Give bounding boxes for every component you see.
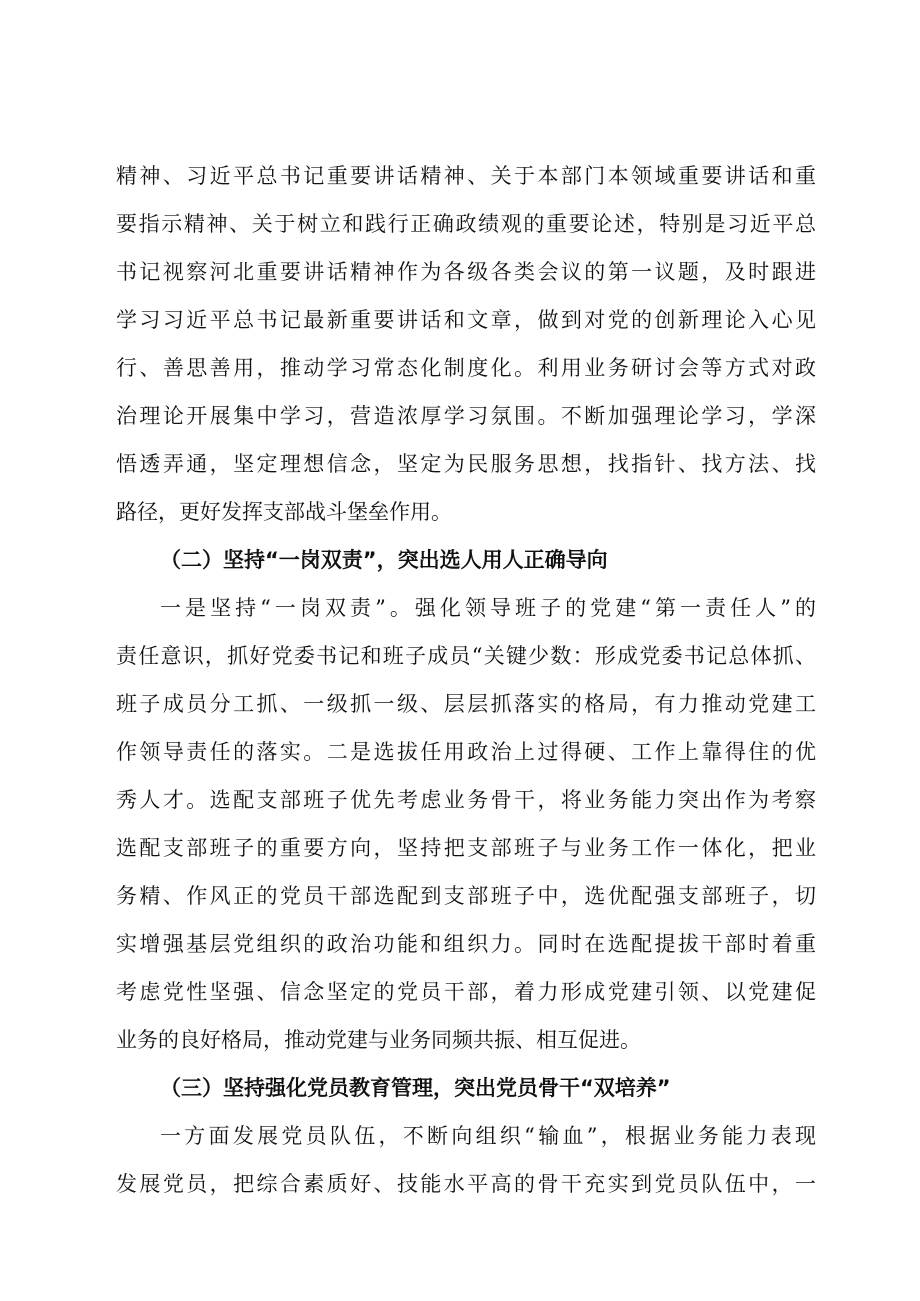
body-text-line: 书记视察河北重要讲话精神作为各级各类会议的第一议题，及时跟进 (116, 260, 816, 284)
body-text-line: 实增强基层党组织的政治功能和组织力。同时在选配提拔干部时着重 (116, 932, 816, 956)
section-heading-2: （二）坚持“一岗双责”，突出选人用人正确导向 (160, 548, 608, 572)
body-text-line: 班子成员分工抓、一级抓一级、层层抓落实的格局，有力推动党建工 (116, 692, 816, 716)
body-text-line: 要指示精神、关于树立和践行正确政绩观的重要论述，特别是习近平总 (116, 212, 816, 236)
body-text-line: 一是坚持“一岗双责”。强化领导班子的党建“第一责任人”的 (160, 596, 816, 620)
body-text-line: 选配支部班子的重要方向，坚持把支部班子与业务工作一体化，把业 (116, 836, 816, 860)
body-text-line: 学习习近平总书记最新重要讲话和文章，做到对党的创新理论入心见 (116, 308, 816, 332)
body-text-line: 考虑党性坚强、信念坚定的党员干部，着力形成党建引领、以党建促 (116, 980, 816, 1004)
body-text-line: 作领导责任的落实。二是选拔任用政治上过得硬、工作上靠得住的优 (116, 740, 816, 764)
section-heading-3: （三）坚持强化党员教育管理，突出党员骨干“双培养” (160, 1076, 671, 1100)
body-text-line: 治理论开展集中学习，营造浓厚学习氛围。不断加强理论学习，学深 (116, 404, 816, 428)
body-text-line: 路径，更好发挥支部战斗堡垒作用。 (116, 500, 452, 524)
body-text-line: 务精、作风正的党员干部选配到支部班子中，选优配强支部班子，切 (116, 884, 816, 908)
body-text-line: 行、善思善用，推动学习常态化制度化。利用业务研讨会等方式对政 (116, 356, 816, 380)
body-text-line: 业务的良好格局，推动党建与业务同频共振、相互促进。 (116, 1028, 641, 1052)
body-text-line: 秀人才。选配支部班子优先考虑业务骨干，将业务能力突出作为考察 (116, 788, 816, 812)
body-text-line: 悟透弄通，坚定理想信念，坚定为民服务思想，找指针、找方法、找 (116, 452, 816, 476)
body-text-line: 精神、习近平总书记重要讲话精神、关于本部门本领域重要讲话和重 (116, 164, 816, 188)
body-text-line: 发展党员，把综合素质好、技能水平高的骨干充实到党员队伍中，一 (116, 1172, 816, 1196)
body-text-line: 一方面发展党员队伍，不断向组织“输血”，根据业务能力表现 (160, 1124, 816, 1148)
body-text-line: 责任意识，抓好党委书记和班子成员“关键少数：形成党委书记总体抓、 (116, 644, 816, 668)
